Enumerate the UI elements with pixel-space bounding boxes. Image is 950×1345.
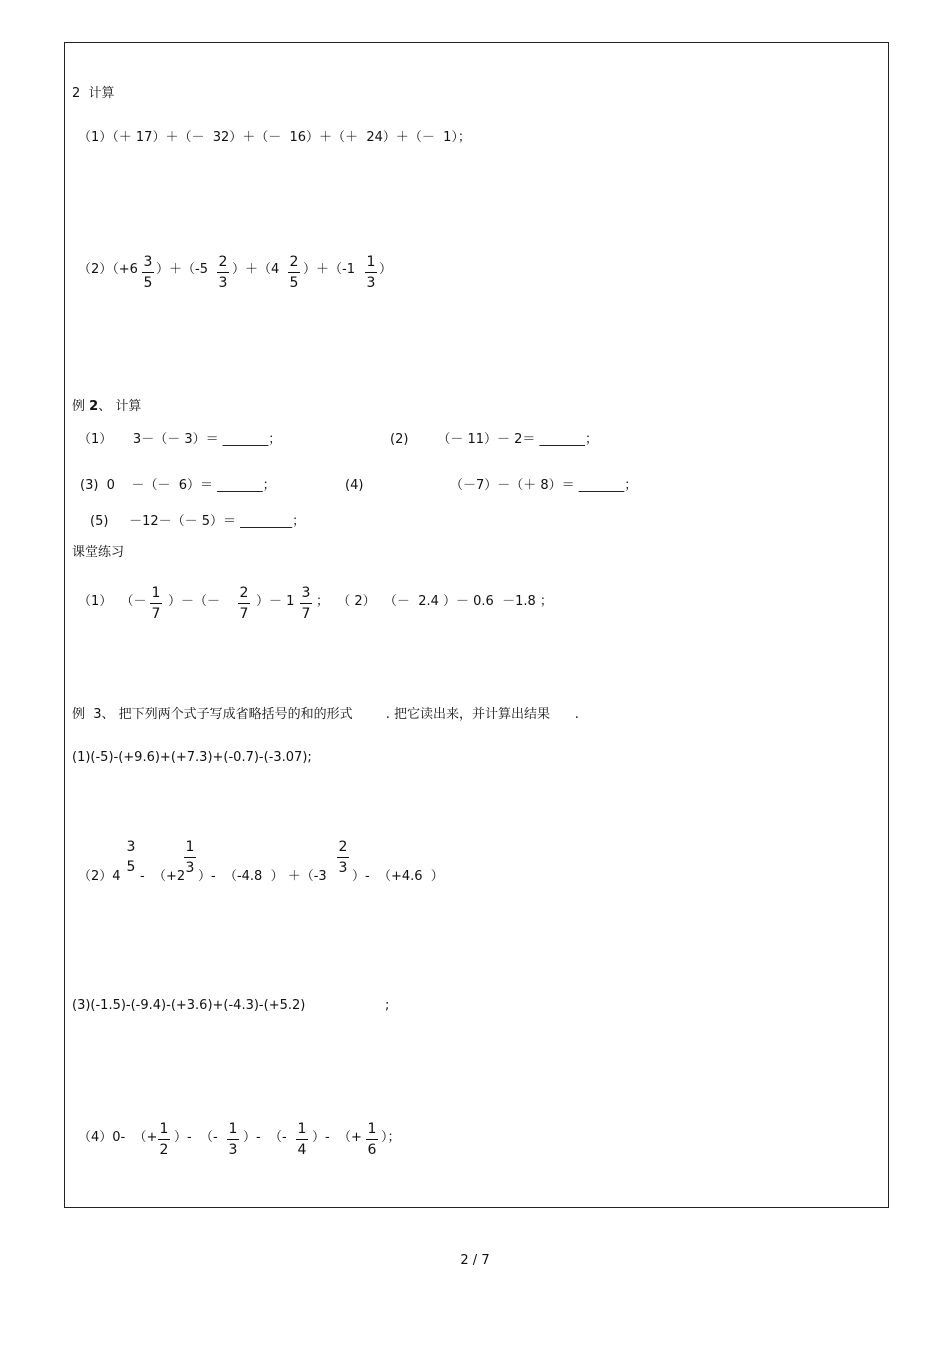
example-3-item-4-part-c: ）- （- bbox=[243, 1130, 287, 1145]
example-2-item-4-label: (4) bbox=[345, 478, 364, 493]
fraction-2-3: 2 3 bbox=[218, 254, 228, 291]
practice-part-c: ）－ 1 bbox=[256, 594, 295, 609]
practice-part-a: （1） （－ bbox=[78, 594, 147, 609]
example-3-item-1: (1)(-5)-(+9.6)+(+7.3)+(-0.7)-(-3.07); bbox=[72, 750, 312, 765]
practice-title: 课堂练习 bbox=[72, 545, 125, 560]
example-3-item-4-part-a: （4）0- （+ bbox=[78, 1130, 158, 1145]
problem-1: （1）（＋ 17）＋（－ 32）＋（－ 16）＋（＋ 24）＋（－ 1）； bbox=[78, 130, 471, 145]
example-2-item-3: (3) 0 －（－ 6）＝ _______； bbox=[80, 478, 276, 493]
example-3-fraction-1-4: 1 4 bbox=[297, 1121, 307, 1158]
fraction-2-5: 2 5 bbox=[289, 254, 299, 291]
practice-fraction-2-7: 2 7 bbox=[239, 585, 249, 622]
example-3-item-2-part-c: ）- （-4.8 ） ＋（-3 bbox=[198, 869, 327, 884]
section-title-calc: 2 计算 bbox=[72, 86, 115, 101]
example-2-title: 例 2、 计算 bbox=[72, 399, 142, 414]
example-3-item-2-part-a: （2）4 bbox=[78, 869, 121, 884]
fraction-1-3: 1 3 bbox=[366, 254, 376, 291]
page-number: 2 / 7 bbox=[460, 1253, 490, 1268]
practice-fraction-3-7: 3 7 bbox=[301, 585, 311, 622]
problem-2-part-a: （2）（+6 bbox=[78, 262, 138, 277]
example-2-item-2: (2) （－ 11）－ 2＝ _______； bbox=[390, 432, 599, 447]
example-3-item-2-part-d: ）- （+4.6 ） bbox=[352, 869, 444, 884]
example-3-fraction-3-5: 3 5 bbox=[126, 839, 136, 875]
worksheet-frame bbox=[64, 42, 889, 1208]
problem-2-part-c: ）＋（4 bbox=[232, 262, 280, 277]
example-3-fraction-1-6: 1 6 bbox=[367, 1121, 377, 1158]
example-3-title: 例 3、 把下列两个式子写成省略括号的和的形式 . 把它读出来，并计算出结果 . bbox=[72, 707, 579, 722]
example-3-item-4-part-e: ）； bbox=[381, 1130, 401, 1145]
practice-part-b: ）－（－ bbox=[168, 594, 221, 609]
example-3-item-3-end: ; bbox=[385, 998, 390, 1013]
example-3-fraction-1-3: 1 3 bbox=[185, 839, 195, 876]
example-3-item-3: (3)(-1.5)-(-9.4)-(+3.6)+(-4.3)-(+5.2) bbox=[72, 998, 306, 1013]
example-3-item-4-part-b: ）- （- bbox=[174, 1130, 218, 1145]
example-2-item-1: （1） 3－（－ 3）＝ _______； bbox=[78, 432, 282, 447]
practice-fraction-1-7: 1 7 bbox=[151, 585, 161, 622]
example-3-fraction-1-2: 1 2 bbox=[159, 1121, 169, 1158]
example-3-fraction-1-3b: 1 3 bbox=[228, 1121, 238, 1158]
practice-part-d: ； （ 2） （－ 2.4 ）－ 0.6 －1.8 ； bbox=[316, 594, 553, 609]
example-2-item-4: （－7）－（＋ 8）＝ _______； bbox=[450, 478, 638, 493]
example-3-fraction-2-3: 2 3 bbox=[338, 839, 348, 876]
example-2-item-5: (5) －12－（－ 5）＝ ________； bbox=[90, 514, 306, 529]
example-3-item-4-part-d: ）- （+ bbox=[312, 1130, 362, 1145]
problem-2-part-d: ）＋（-1 bbox=[303, 262, 355, 277]
example-3-item-2-part-b: - （+2 bbox=[140, 869, 186, 884]
problem-2-part-b: ）＋（-5 bbox=[156, 262, 208, 277]
problem-2-part-e: ） bbox=[379, 262, 393, 277]
fraction-3-5: 3 5 bbox=[143, 254, 153, 291]
